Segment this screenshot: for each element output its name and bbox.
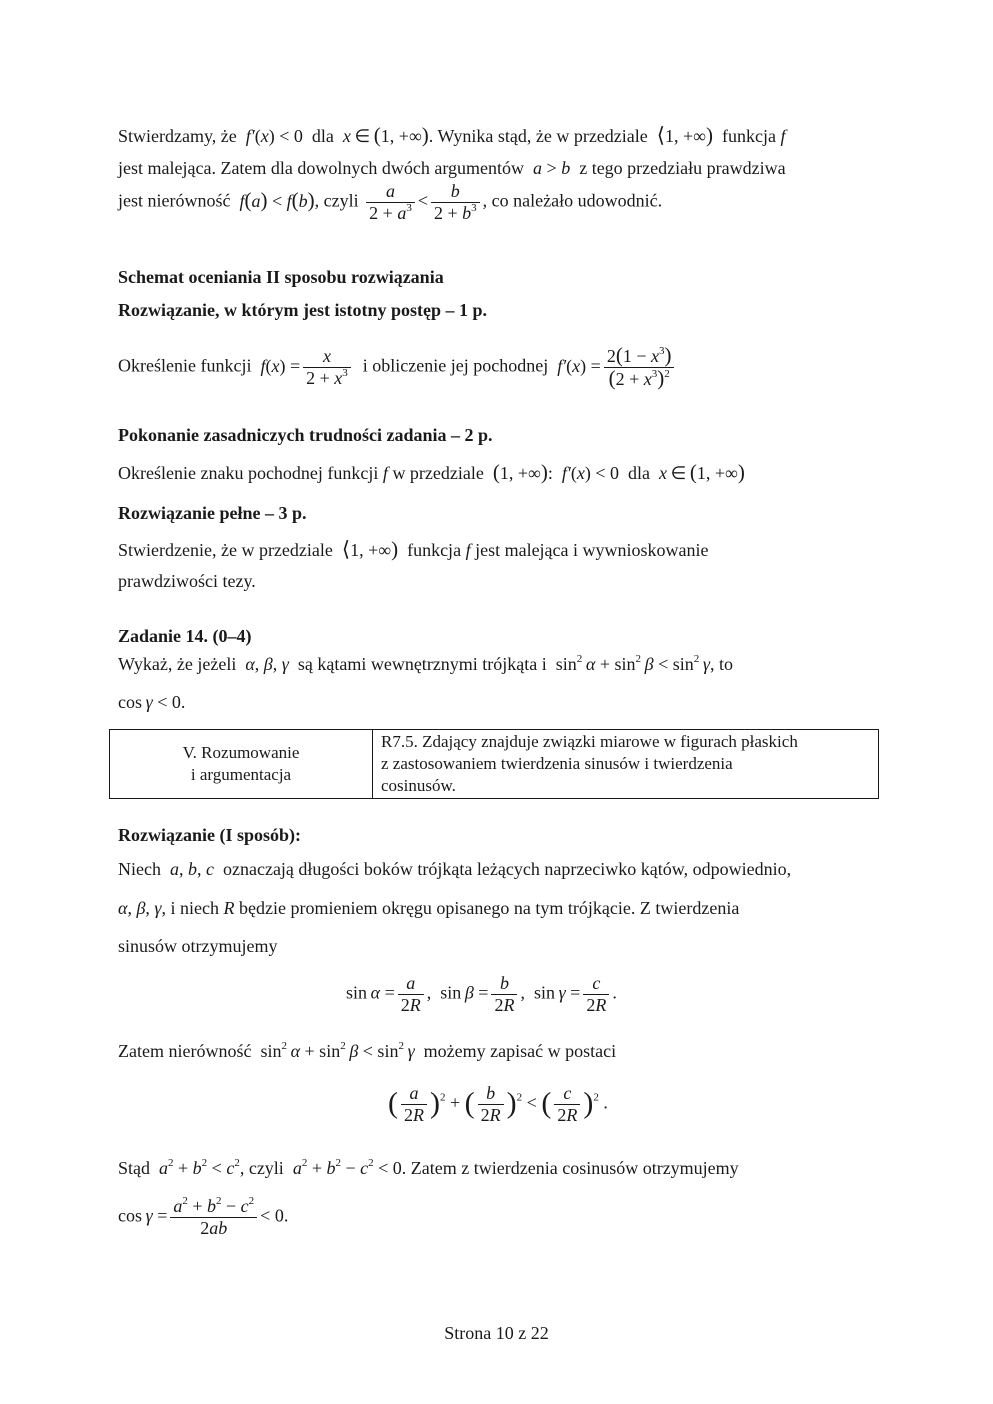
conclusion-line-2: jest malejąca. Zatem dla dowolnych dwóch argumentów a > b z tego przedziału prawdziwa — [118, 158, 786, 178]
solution-line-1: Niech a, b, c oznaczają długości boków trójkąta leżących naprzeciwko kątów, odpowiednio, — [118, 859, 792, 879]
conclusion-line-1: Stwierdzamy, że f′(x) < 0 dla x ∈ (1, +∞). Wynika stąd, że w przedziale ⟨1, +∞) funkcja f — [118, 123, 786, 147]
conclusion-line-3: jest nierówność f(a) < f(b), czyli $\frac{a}{2 + a^3}$ < $\frac{b}{2 + b^3}$ , co należało udowodnić. — [118, 181, 663, 223]
equation-ratio-squares: ( $\frac{a}{2R}$ )$^2$ + ( $\frac{b}{2R}$ )$^2$ < ( $\frac{c}{2R}$ )$^2$ . — [388, 1083, 608, 1125]
math-sin-inequality-2: $\sin^2 \alpha + \sin^2 \beta < \sin^2 \gamma$ — [260, 1040, 415, 1061]
math-sides-difference: $a^2 + b^2 - c^2 < 0$ — [292, 1157, 402, 1178]
scheme-level-2-text: Określenie znaku pochodnej funkcji f w przedziale (1, +∞): f′(x) < 0 dla x ∈ (1, +∞) — [118, 460, 745, 484]
math-x-in-interval: x ∈ (1, +∞) — [659, 460, 745, 484]
math-derivative-sign: f′(x) < 0 — [561, 463, 619, 483]
scheme-level-1-text: Określenie funkcji f(x) = $\frac{x}{2 + x^3}$ i obliczenie jej pochodnej f′(x) = $\frac{2(1 - x^3)}{(2 + x^3)^2}$ — [118, 345, 677, 390]
scheme-level-3: Rozwiązanie pełne – 3 p. — [118, 503, 307, 523]
math-sides: a, b, c — [169, 859, 214, 879]
math-fa-lt-fb: f(a) < f(b) — [239, 187, 315, 212]
solution-line-3: sinusów otrzymujemy — [118, 936, 278, 956]
math-cos-gamma-negative: cos γ < 0. — [118, 692, 186, 712]
math-sides-inequality: $a^2 + b^2 < c^2$ — [159, 1157, 240, 1178]
math-interval-closed: ⟨1, +∞) — [656, 123, 713, 147]
task-title: Zadanie 14. (0–4) — [118, 626, 252, 646]
math-interval-open: (1, +∞): — [492, 460, 553, 484]
scheme-level-2: Pokonanie zasadniczych trudności zadania – 2 p. — [118, 425, 493, 445]
math-f-def: f(x) = $\frac{x}{2 + x^3}$ — [260, 356, 353, 376]
scheme-level-3-text-2: prawdziwości tezy. — [118, 571, 256, 591]
scheme-level-3-text: Stwierdzenie, że w przedziale ⟨1, +∞) funkcja f jest malejąca i wywnioskowanie — [118, 537, 709, 561]
fraction-b: $\frac{b}{2 + b^3}$ — [431, 181, 480, 224]
equation-cosine-rule: cos γ = $\frac{a^2 + b^2 - c^2}{2ab}$ < 0. — [118, 1195, 289, 1238]
math-f-prime: f′(x) = $\frac{2(1 - x^3)}{(2 + x^3)^2}$ — [557, 356, 677, 376]
math-derivative-negative: f′(x) < 0 — [245, 126, 303, 146]
requirement-description: R7.5. Zdający znajduje związki miarowe w figurach płaskich z zastosowaniem twierdzenia sinusów i twierdzenia cosinusów. — [373, 730, 879, 799]
task-statement: Wykaż, że jeżeli α, β, γ są kątami wewnętrznymi trójkąta i $\sin^2 \alpha + \sin^2 \beta < \sin^2 \gamma$, to — [118, 653, 733, 674]
math-angles-2: α, β, γ — [118, 898, 162, 918]
solution-line-2: α, β, γ, i niech R będzie promieniem okręgu opisanego na tym trójkącie. Z twierdzenia — [118, 898, 740, 918]
solution-line-4: Zatem nierówność $\sin^2 \alpha + \sin^2 \beta < \sin^2 \gamma$ możemy zapisać w postaci — [118, 1040, 617, 1061]
solution-title: Rozwiązanie (I sposób): — [118, 825, 301, 845]
requirements-table — [109, 729, 879, 799]
math-sin-inequality: $\sin^2 \alpha + \sin^2 \beta < \sin^2 \gamma$ — [555, 653, 710, 674]
page-footer: Strona 10 z 22 — [444, 1323, 549, 1343]
equation-sine-rule: sin α = $\frac{a}{2R}$ , sin β = $\frac{b}{2R}$ , sin γ = $\frac{c}{2R}$ . — [346, 973, 617, 1015]
math-angles: α, β, γ — [245, 654, 289, 674]
scheme-level-1: Rozwiązanie, w którym jest istotny postęp – 1 p. — [118, 300, 487, 320]
requirement-category: V. Rozumowanie i argumentacja — [110, 730, 373, 799]
math-interval: x ∈ (1, +∞) — [342, 123, 429, 147]
fraction-a: $\frac{a}{2 + a^3}$ — [366, 181, 415, 224]
math-interval-closed-2: ⟨1, +∞) — [341, 537, 399, 561]
solution-line-5: Stąd $a^2 + b^2 < c^2$, czyli $a^2 + b^2 - c^2 < 0$. Zatem z twierdzenia cosinusów otrzymujemy — [118, 1157, 739, 1178]
scheme-title: Schemat oceniania II sposobu rozwiązania — [118, 267, 444, 287]
math-a-gt-b: a > b — [533, 158, 571, 178]
